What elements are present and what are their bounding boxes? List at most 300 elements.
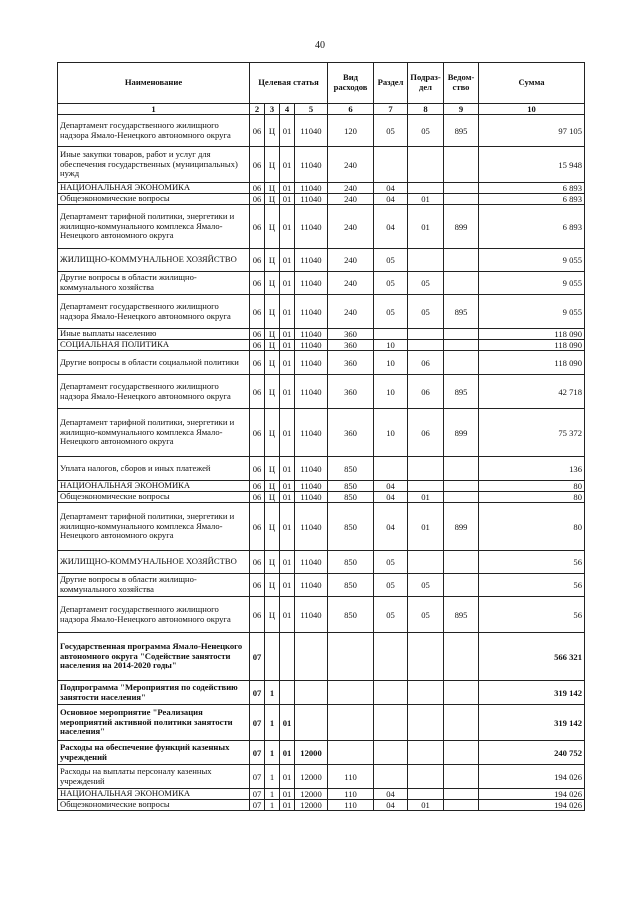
table-row xyxy=(58,194,585,205)
subsection-cell xyxy=(408,765,444,789)
section-cell xyxy=(374,681,408,705)
activity-code-cell: 01 xyxy=(280,741,295,765)
activity-code-cell: 01 xyxy=(280,115,295,147)
table-row xyxy=(58,481,585,492)
subsection-cell: 01 xyxy=(408,503,444,551)
subsection-cell: 05 xyxy=(408,574,444,597)
activity-code-cell: 01 xyxy=(280,597,295,633)
amount-cell: 240 752 xyxy=(479,741,585,765)
table-row xyxy=(58,329,585,340)
amount-cell: 118 090 xyxy=(479,351,585,375)
row-name-cell: Подпрограмма "Мероприятия по содействию занятости населения" xyxy=(58,681,250,705)
department-cell xyxy=(444,705,479,741)
expense-type-cell: 850 xyxy=(328,457,374,481)
section-cell: 05 xyxy=(374,115,408,147)
program-code-cell: 06 xyxy=(250,183,265,194)
department-cell xyxy=(444,741,479,765)
row-name-cell: СОЦИАЛЬНАЯ ПОЛИТИКА xyxy=(58,340,250,351)
table-row xyxy=(58,249,585,272)
program-code-cell: 07 xyxy=(250,789,265,800)
expense-type-cell: 850 xyxy=(328,481,374,492)
direction-code-cell: 12000 xyxy=(295,800,328,811)
amount-cell: 136 xyxy=(479,457,585,481)
subsection-cell xyxy=(408,457,444,481)
program-code-cell: 06 xyxy=(250,249,265,272)
activity-code-cell: 01 xyxy=(280,503,295,551)
program-code-cell: 06 xyxy=(250,503,265,551)
expense-type-cell: 240 xyxy=(328,147,374,183)
activity-code-cell: 01 xyxy=(280,351,295,375)
direction-code-cell: 11040 xyxy=(295,375,328,409)
subprogram-code-cell: Ц xyxy=(265,551,280,574)
section-cell: 05 xyxy=(374,574,408,597)
table-row xyxy=(58,115,585,147)
section-cell xyxy=(374,705,408,741)
subsection-cell xyxy=(408,481,444,492)
column-number: 8 xyxy=(408,104,444,115)
subsection-cell: 01 xyxy=(408,492,444,503)
section-cell: 10 xyxy=(374,351,408,375)
activity-code-cell: 01 xyxy=(280,409,295,457)
subsection-cell xyxy=(408,329,444,340)
section-cell xyxy=(374,147,408,183)
program-code-cell: 07 xyxy=(250,741,265,765)
activity-code-cell: 01 xyxy=(280,765,295,789)
table-row xyxy=(58,340,585,351)
column-number: 1 xyxy=(58,104,250,115)
row-name-cell: НАЦИОНАЛЬНАЯ ЭКОНОМИКА xyxy=(58,789,250,800)
program-code-cell: 06 xyxy=(250,205,265,249)
subsection-cell: 05 xyxy=(408,597,444,633)
section-cell: 10 xyxy=(374,375,408,409)
table-row xyxy=(58,457,585,481)
section-cell: 04 xyxy=(374,800,408,811)
department-cell xyxy=(444,272,479,295)
amount-cell: 566 321 xyxy=(479,633,585,681)
department-cell xyxy=(444,329,479,340)
subsection-cell: 01 xyxy=(408,205,444,249)
amount-cell: 194 026 xyxy=(479,800,585,811)
department-cell xyxy=(444,765,479,789)
department-cell: 899 xyxy=(444,205,479,249)
department-cell xyxy=(444,194,479,205)
subprogram-code-cell: 1 xyxy=(265,789,280,800)
expense-type-cell: 240 xyxy=(328,194,374,205)
section-cell: 05 xyxy=(374,597,408,633)
subprogram-code-cell: Ц xyxy=(265,147,280,183)
expense-type-cell: 110 xyxy=(328,789,374,800)
subprogram-code-cell: Ц xyxy=(265,457,280,481)
expense-type-cell: 850 xyxy=(328,492,374,503)
expense-type-cell: 850 xyxy=(328,551,374,574)
subprogram-code-cell: 1 xyxy=(265,800,280,811)
department-cell xyxy=(444,551,479,574)
amount-cell: 56 xyxy=(479,551,585,574)
activity-code-cell: 01 xyxy=(280,492,295,503)
program-code-cell: 06 xyxy=(250,409,265,457)
column-number-row xyxy=(58,104,585,115)
department-cell: 895 xyxy=(444,295,479,329)
subprogram-code-cell: Ц xyxy=(265,329,280,340)
amount-cell: 15 948 xyxy=(479,147,585,183)
direction-code-cell: 11040 xyxy=(295,340,328,351)
budget-table xyxy=(57,62,585,811)
program-code-cell: 06 xyxy=(250,115,265,147)
activity-code-cell: 01 xyxy=(280,205,295,249)
direction-code-cell: 11040 xyxy=(295,481,328,492)
row-name-cell: Другие вопросы в области жилищно-коммунального хозяйства xyxy=(58,272,250,295)
subsection-cell xyxy=(408,741,444,765)
page-number: 40 xyxy=(315,40,325,51)
column-number: 10 xyxy=(479,104,585,115)
row-name-cell: ЖИЛИЩНО-КОММУНАЛЬНОЕ ХОЗЯЙСТВО xyxy=(58,551,250,574)
section-cell xyxy=(374,329,408,340)
header-section: Раздел xyxy=(374,63,408,104)
direction-code-cell: 12000 xyxy=(295,789,328,800)
amount-cell: 9 055 xyxy=(479,249,585,272)
section-cell: 05 xyxy=(374,249,408,272)
activity-code-cell: 01 xyxy=(280,183,295,194)
section-cell: 04 xyxy=(374,183,408,194)
row-name-cell: Департамент государственного жилищного надзора Ямало-Ненецкого автономного округа xyxy=(58,375,250,409)
direction-code-cell xyxy=(295,633,328,681)
table-row xyxy=(58,597,585,633)
subprogram-code-cell: 1 xyxy=(265,741,280,765)
amount-cell: 118 090 xyxy=(479,340,585,351)
table-row xyxy=(58,800,585,811)
section-cell xyxy=(374,633,408,681)
department-cell: 895 xyxy=(444,115,479,147)
row-name-cell: Расходы на выплаты персоналу казенных учреждений xyxy=(58,765,250,789)
row-name-cell: Департамент тарифной политики, энергетики и жилищно-коммунального комплекса Ямало-Ненецкого автономного округа xyxy=(58,503,250,551)
department-cell xyxy=(444,481,479,492)
column-number: 7 xyxy=(374,104,408,115)
amount-cell: 194 026 xyxy=(479,765,585,789)
subsection-cell: 05 xyxy=(408,115,444,147)
subsection-cell: 06 xyxy=(408,351,444,375)
direction-code-cell: 11040 xyxy=(295,503,328,551)
amount-cell: 80 xyxy=(479,481,585,492)
subsection-cell: 06 xyxy=(408,409,444,457)
expense-type-cell xyxy=(328,705,374,741)
department-cell xyxy=(444,800,479,811)
header-expense-type: Вид расходов xyxy=(328,63,374,104)
direction-code-cell: 11040 xyxy=(295,115,328,147)
subprogram-code-cell: Ц xyxy=(265,597,280,633)
subprogram-code-cell: Ц xyxy=(265,115,280,147)
expense-type-cell: 110 xyxy=(328,765,374,789)
row-name-cell: Уплата налогов, сборов и иных платежей xyxy=(58,457,250,481)
department-cell: 899 xyxy=(444,409,479,457)
direction-code-cell: 11040 xyxy=(295,295,328,329)
program-code-cell: 06 xyxy=(250,597,265,633)
direction-code-cell: 11040 xyxy=(295,351,328,375)
program-code-cell: 06 xyxy=(250,492,265,503)
department-cell: 895 xyxy=(444,597,479,633)
subprogram-code-cell: Ц xyxy=(265,375,280,409)
row-name-cell: Общеэкономические вопросы xyxy=(58,194,250,205)
direction-code-cell: 11040 xyxy=(295,409,328,457)
row-name-cell: Основное мероприятие "Реализация мероприятий активной политики занятости населения" xyxy=(58,705,250,741)
direction-code-cell: 11040 xyxy=(295,183,328,194)
subprogram-code-cell: 1 xyxy=(265,765,280,789)
activity-code-cell: 01 xyxy=(280,457,295,481)
department-cell xyxy=(444,633,479,681)
expense-type-cell: 850 xyxy=(328,503,374,551)
subprogram-code-cell: 1 xyxy=(265,705,280,741)
activity-code-cell: 01 xyxy=(280,249,295,272)
table-row xyxy=(58,551,585,574)
table-row xyxy=(58,351,585,375)
header-subsection: Подраз-дел xyxy=(408,63,444,104)
amount-cell: 319 142 xyxy=(479,705,585,741)
amount-cell: 80 xyxy=(479,503,585,551)
program-code-cell: 06 xyxy=(250,340,265,351)
row-name-cell: Департамент государственного жилищного надзора Ямало-Ненецкого автономного округа xyxy=(58,115,250,147)
activity-code-cell: 01 xyxy=(280,789,295,800)
expense-type-cell: 240 xyxy=(328,272,374,295)
row-name-cell: Департамент тарифной политики, энергетики и жилищно-коммунального комплекса Ямало-Ненецкого автономного округа xyxy=(58,205,250,249)
column-number: 4 xyxy=(280,104,295,115)
subsection-cell xyxy=(408,633,444,681)
program-code-cell: 06 xyxy=(250,329,265,340)
activity-code-cell: 01 xyxy=(280,705,295,741)
table-row xyxy=(58,765,585,789)
subprogram-code-cell: Ц xyxy=(265,351,280,375)
direction-code-cell: 11040 xyxy=(295,551,328,574)
section-cell: 05 xyxy=(374,295,408,329)
department-cell xyxy=(444,789,479,800)
expense-type-cell: 360 xyxy=(328,351,374,375)
amount-cell: 9 055 xyxy=(479,295,585,329)
department-cell xyxy=(444,183,479,194)
section-cell: 05 xyxy=(374,551,408,574)
department-cell xyxy=(444,147,479,183)
subsection-cell xyxy=(408,551,444,574)
subprogram-code-cell: Ц xyxy=(265,295,280,329)
expense-type-cell: 240 xyxy=(328,249,374,272)
row-name-cell: Иные выплаты населению xyxy=(58,329,250,340)
expense-type-cell xyxy=(328,633,374,681)
direction-code-cell: 11040 xyxy=(295,329,328,340)
row-name-cell: Общеэкономические вопросы xyxy=(58,800,250,811)
table-row xyxy=(58,681,585,705)
program-code-cell: 07 xyxy=(250,633,265,681)
program-code-cell: 07 xyxy=(250,800,265,811)
column-number: 2 xyxy=(250,104,265,115)
amount-cell: 56 xyxy=(479,597,585,633)
program-code-cell: 07 xyxy=(250,681,265,705)
subsection-cell xyxy=(408,147,444,183)
amount-cell: 194 026 xyxy=(479,789,585,800)
column-number: 3 xyxy=(265,104,280,115)
subprogram-code-cell: Ц xyxy=(265,340,280,351)
activity-code-cell: 01 xyxy=(280,340,295,351)
expense-type-cell: 120 xyxy=(328,115,374,147)
direction-code-cell: 11040 xyxy=(295,574,328,597)
department-cell: 899 xyxy=(444,503,479,551)
direction-code-cell: 11040 xyxy=(295,147,328,183)
direction-code-cell: 12000 xyxy=(295,741,328,765)
program-code-cell: 06 xyxy=(250,295,265,329)
program-code-cell: 06 xyxy=(250,375,265,409)
subsection-cell: 05 xyxy=(408,295,444,329)
subprogram-code-cell: Ц xyxy=(265,492,280,503)
table-row xyxy=(58,375,585,409)
header-amount: Сумма xyxy=(479,63,585,104)
table-row xyxy=(58,492,585,503)
table-row xyxy=(58,272,585,295)
row-name-cell: НАЦИОНАЛЬНАЯ ЭКОНОМИКА xyxy=(58,481,250,492)
amount-cell: 6 893 xyxy=(479,183,585,194)
table-row xyxy=(58,147,585,183)
section-cell xyxy=(374,457,408,481)
subprogram-code-cell xyxy=(265,633,280,681)
amount-cell: 6 893 xyxy=(479,194,585,205)
activity-code-cell xyxy=(280,681,295,705)
expense-type-cell xyxy=(328,681,374,705)
expense-type-cell: 360 xyxy=(328,340,374,351)
department-cell xyxy=(444,681,479,705)
subprogram-code-cell: Ц xyxy=(265,194,280,205)
activity-code-cell: 01 xyxy=(280,295,295,329)
program-code-cell: 07 xyxy=(250,765,265,789)
section-cell xyxy=(374,741,408,765)
table-row xyxy=(58,741,585,765)
program-code-cell: 06 xyxy=(250,551,265,574)
department-cell xyxy=(444,492,479,503)
row-name-cell: Департамент тарифной политики, энергетики и жилищно-коммунального комплекса Ямало-Ненецкого автономного округа xyxy=(58,409,250,457)
subsection-cell xyxy=(408,183,444,194)
header-department: Ведом-ство xyxy=(444,63,479,104)
activity-code-cell: 01 xyxy=(280,272,295,295)
expense-type-cell: 850 xyxy=(328,597,374,633)
row-name-cell: Департамент государственного жилищного надзора Ямало-Ненецкого автономного округа xyxy=(58,295,250,329)
amount-cell: 56 xyxy=(479,574,585,597)
activity-code-cell: 01 xyxy=(280,551,295,574)
program-code-cell: 06 xyxy=(250,194,265,205)
program-code-cell: 07 xyxy=(250,705,265,741)
header-target-article: Целевая статья xyxy=(250,63,328,104)
direction-code-cell xyxy=(295,681,328,705)
subprogram-code-cell: Ц xyxy=(265,205,280,249)
department-cell xyxy=(444,249,479,272)
activity-code-cell: 01 xyxy=(280,800,295,811)
section-cell: 04 xyxy=(374,481,408,492)
department-cell xyxy=(444,574,479,597)
table-row xyxy=(58,503,585,551)
expense-type-cell: 360 xyxy=(328,329,374,340)
expense-type-cell xyxy=(328,741,374,765)
column-number: 6 xyxy=(328,104,374,115)
subprogram-code-cell: Ц xyxy=(265,409,280,457)
amount-cell: 9 055 xyxy=(479,272,585,295)
table-row xyxy=(58,409,585,457)
program-code-cell: 06 xyxy=(250,457,265,481)
amount-cell: 6 893 xyxy=(479,205,585,249)
section-cell: 04 xyxy=(374,789,408,800)
header-name: Наименование xyxy=(58,63,250,104)
row-name-cell: Департамент государственного жилищного надзора Ямало-Ненецкого автономного округа xyxy=(58,597,250,633)
row-name-cell: НАЦИОНАЛЬНАЯ ЭКОНОМИКА xyxy=(58,183,250,194)
subprogram-code-cell: Ц xyxy=(265,503,280,551)
subsection-cell: 01 xyxy=(408,800,444,811)
amount-cell: 75 372 xyxy=(479,409,585,457)
row-name-cell: Расходы на обеспечение функций казенных учреждений xyxy=(58,741,250,765)
amount-cell: 97 105 xyxy=(479,115,585,147)
row-name-cell: Другие вопросы в области социальной политики xyxy=(58,351,250,375)
subsection-cell xyxy=(408,789,444,800)
activity-code-cell xyxy=(280,633,295,681)
direction-code-cell: 11040 xyxy=(295,249,328,272)
column-number: 5 xyxy=(295,104,328,115)
row-name-cell: Другие вопросы в области жилищно-коммунального хозяйства xyxy=(58,574,250,597)
expense-type-cell: 240 xyxy=(328,295,374,329)
expense-type-cell: 850 xyxy=(328,574,374,597)
expense-type-cell: 240 xyxy=(328,183,374,194)
section-cell: 10 xyxy=(374,340,408,351)
table-row xyxy=(58,705,585,741)
program-code-cell: 06 xyxy=(250,481,265,492)
row-name-cell: Государственная программа Ямало-Ненецкого автономного округа "Содействие занятости населения на 2014-2020 годы" xyxy=(58,633,250,681)
direction-code-cell: 11040 xyxy=(295,272,328,295)
expense-type-cell: 240 xyxy=(328,205,374,249)
subsection-cell: 01 xyxy=(408,194,444,205)
program-code-cell: 06 xyxy=(250,351,265,375)
section-cell: 04 xyxy=(374,503,408,551)
subprogram-code-cell: Ц xyxy=(265,481,280,492)
subsection-cell: 05 xyxy=(408,272,444,295)
table-row xyxy=(58,205,585,249)
row-name-cell: ЖИЛИЩНО-КОММУНАЛЬНОЕ ХОЗЯЙСТВО xyxy=(58,249,250,272)
amount-cell: 319 142 xyxy=(479,681,585,705)
direction-code-cell: 11040 xyxy=(295,597,328,633)
table-row xyxy=(58,295,585,329)
section-cell: 05 xyxy=(374,272,408,295)
activity-code-cell: 01 xyxy=(280,194,295,205)
subsection-cell xyxy=(408,681,444,705)
subsection-cell xyxy=(408,705,444,741)
expense-type-cell: 360 xyxy=(328,375,374,409)
direction-code-cell: 11040 xyxy=(295,492,328,503)
subprogram-code-cell: Ц xyxy=(265,249,280,272)
section-cell: 10 xyxy=(374,409,408,457)
direction-code-cell: 11040 xyxy=(295,457,328,481)
direction-code-cell: 12000 xyxy=(295,765,328,789)
program-code-cell: 06 xyxy=(250,147,265,183)
department-cell xyxy=(444,351,479,375)
row-name-cell: Иные закупки товаров, работ и услуг для обеспечения государственных (муниципальных) нужд xyxy=(58,147,250,183)
activity-code-cell: 01 xyxy=(280,481,295,492)
row-name-cell: Общеэкономические вопросы xyxy=(58,492,250,503)
subprogram-code-cell: Ц xyxy=(265,574,280,597)
table-header-row xyxy=(58,63,585,104)
program-code-cell: 06 xyxy=(250,272,265,295)
activity-code-cell: 01 xyxy=(280,147,295,183)
section-cell: 04 xyxy=(374,205,408,249)
table-row xyxy=(58,183,585,194)
direction-code-cell: 11040 xyxy=(295,194,328,205)
section-cell: 04 xyxy=(374,492,408,503)
department-cell xyxy=(444,340,479,351)
department-cell xyxy=(444,457,479,481)
column-number: 9 xyxy=(444,104,479,115)
activity-code-cell: 01 xyxy=(280,574,295,597)
program-code-cell: 06 xyxy=(250,574,265,597)
direction-code-cell: 11040 xyxy=(295,205,328,249)
subprogram-code-cell: 1 xyxy=(265,681,280,705)
subsection-cell: 06 xyxy=(408,375,444,409)
